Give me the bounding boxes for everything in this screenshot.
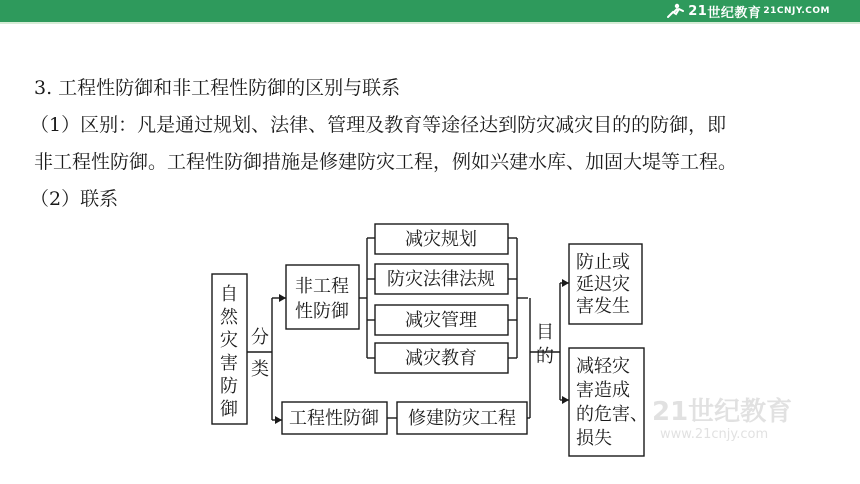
arrow-head — [562, 279, 569, 287]
section-heading: 3. 工程性防御和非工程性防御的区别与联系 — [34, 77, 401, 99]
purpose-label: 目 — [536, 322, 554, 343]
root-char: 然 — [220, 307, 238, 328]
goal-2-line: 减轻灾 — [576, 356, 630, 377]
root-char: 灾 — [220, 330, 238, 351]
difference-line-1: （1）区别：凡是通过规划、法律、管理及教育等途径达到防灾减灾目的的防御，即 — [30, 114, 727, 136]
goal-1-line: 防止或 — [576, 252, 630, 273]
brand-name: 世纪教育 — [707, 5, 762, 21]
root-char: 害 — [220, 353, 238, 374]
root-char: 自 — [220, 284, 238, 305]
root-char: 防 — [220, 376, 238, 397]
goal-1-line: 害发生 — [576, 296, 630, 317]
brand-sub: 21CNJY.COM — [763, 6, 830, 16]
difference-line-2: 非工程性防御。工程性防御措施是修建防灾工程，例如兴建水库、加固大堤等工程。 — [34, 151, 738, 173]
goal-2-line: 害造成 — [576, 380, 630, 401]
non-engineering-label: 非工程 — [295, 276, 349, 297]
brand-number: 21 — [688, 3, 708, 19]
classify-label: 类 — [251, 359, 269, 380]
watermark-url: www.21cnjy.com — [660, 427, 769, 442]
watermark-brand: 21世纪教育 — [652, 397, 793, 427]
goal-1-line: 延迟灾 — [576, 274, 630, 295]
measure-label: 减灾教育 — [405, 348, 477, 369]
goal-2-line: 损失 — [576, 428, 612, 449]
root-char: 御 — [220, 399, 238, 420]
arrow-head — [562, 396, 569, 404]
purpose-label: 的 — [536, 346, 554, 367]
engineering-measure-label: 修建防灾工程 — [408, 408, 516, 429]
measure-label: 防灾法律法规 — [387, 269, 495, 290]
arrow-head — [279, 294, 286, 302]
non-engineering-label: 性防御 — [295, 301, 349, 322]
classify-label: 分 — [251, 327, 269, 348]
relation-label: （2）联系 — [30, 188, 119, 210]
goal-2-line: 的危害、 — [576, 404, 648, 425]
measure-label: 减灾管理 — [405, 310, 477, 331]
arrow-head — [275, 416, 282, 424]
engineering-label: 工程性防御 — [289, 408, 379, 429]
measure-label: 减灾规划 — [405, 229, 477, 250]
